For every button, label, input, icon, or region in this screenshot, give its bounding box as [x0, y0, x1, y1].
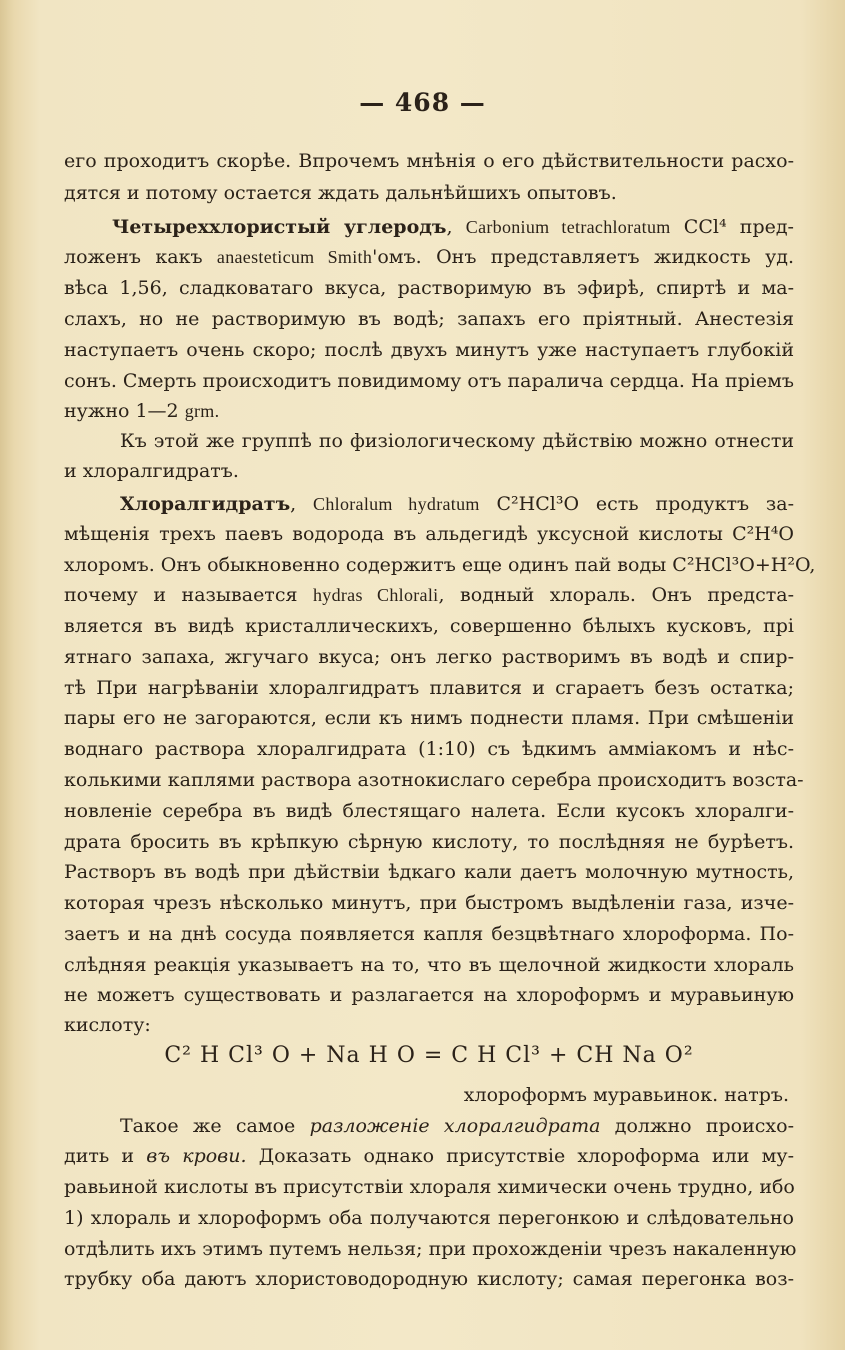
text-line	[64, 798, 794, 824]
chemical-equation	[64, 1043, 794, 1069]
text-line	[64, 1012, 794, 1038]
text-run: трубку оба даютъ хлористоводородную кислоту; самая перегонка воз-	[64, 1268, 794, 1290]
text-line	[64, 428, 794, 454]
text-run: Доказать однако присутствіе хлороформа или му-	[246, 1145, 794, 1167]
text-run: Растворъ въ водѣ при дѣйствіи ѣдкаго кали даетъ молочную мутность,	[64, 861, 794, 883]
term-heading: Хлоралгидратъ	[120, 493, 291, 515]
text-run: нужно 1—2	[64, 400, 185, 422]
latin-term: anaesteticum Smith	[216, 247, 373, 267]
latin-term: grm.	[184, 401, 220, 421]
text-run: дятся и потому остается ждать дальнѣйшихъ опытовъ.	[64, 182, 617, 204]
text-run: кислоту:	[64, 1014, 151, 1036]
text-line	[64, 180, 794, 206]
text-run: пары его не загораются, если къ нимъ поднести пламя. При смѣшеніи	[64, 707, 794, 729]
text-line	[64, 398, 794, 424]
text-run: , водный хлораль. Онъ предста-	[438, 584, 794, 606]
text-run: тѣ При нагрѣваніи хлоралгидратъ плавится и сгараетъ безъ остатка;	[64, 677, 794, 699]
text-line	[64, 244, 794, 270]
text-run: сонъ. Смерть происходитъ повидимому отъ паралича сердца. На пріемъ	[64, 370, 794, 392]
text-line	[64, 1205, 794, 1231]
text-run: воднаго раствора хлоралгидрата (1:10) съ ѣдкимъ амміакомъ и нѣс-	[64, 738, 794, 760]
text-line	[64, 890, 794, 916]
text-line	[64, 491, 794, 517]
text-line	[64, 1113, 794, 1139]
latin-term: Chloralum hydratum	[313, 494, 480, 514]
text-line	[64, 1236, 797, 1262]
text-run: новленіе серебра въ видѣ блестящаго налета. Если кусокъ хлоралги-	[64, 800, 794, 822]
text-run: наступаетъ очень скоро; послѣ двухъ минутъ уже наступаетъ глубокій	[64, 339, 794, 361]
text-line	[64, 829, 794, 855]
text-line	[64, 1174, 794, 1200]
text-run: почему и называется	[64, 584, 313, 606]
text-line	[64, 859, 794, 885]
text-run: равьиной кислоты въ присутствіи хлораля химически очень трудно, ибо	[64, 1176, 795, 1198]
text-line	[64, 705, 794, 731]
text-run: хлоромъ. Онъ обыкновенно содержитъ еще одинъ пай воды C²HCl³O+H²O,	[64, 554, 816, 576]
text-run: не можетъ существовать и разлагается на хлороформъ и муравьиную	[64, 984, 794, 1006]
italic-phrase: разложеніе хлоралгидрата	[309, 1115, 601, 1137]
text-run: C²HCl³O есть продуктъ за-	[479, 493, 794, 515]
text-line	[64, 952, 794, 978]
text-run: 1) хлораль и хлороформъ оба получаются перегонкою и слѣдовательно	[64, 1207, 794, 1229]
text-line	[64, 1266, 794, 1292]
text-line	[64, 214, 794, 240]
text-line	[64, 552, 816, 578]
text-run: Такое же самое	[120, 1115, 310, 1137]
text-run: ятнаго запаха, жгучаго вкуса; онъ легко растворимъ въ водѣ и спир-	[64, 646, 794, 668]
text-run: Къ этой же группѣ по физіологическому дѣйствію можно отнести	[120, 430, 794, 452]
text-line	[64, 521, 794, 547]
formula-text: C² H Cl³ O + Na H O = C H Cl³ + CH Na O²	[164, 1043, 694, 1068]
text-line	[64, 982, 794, 1008]
text-run: драта бросить въ крѣпкую сѣрную кислоту, то послѣдняя не бурѣетъ.	[64, 831, 794, 853]
page-number: — 468 —	[359, 88, 486, 117]
latin-term: Carbonium tetrachloratum	[465, 217, 671, 237]
text-line	[64, 275, 794, 301]
text-line	[64, 458, 794, 484]
text-run: дить и	[64, 1145, 147, 1167]
text-line	[64, 921, 794, 947]
text-line	[64, 613, 794, 639]
equation-caption	[64, 1082, 789, 1108]
text-line	[64, 337, 794, 363]
text-run: CCl⁴ пред-	[670, 216, 794, 238]
text-run: мѣщенія трехъ паевъ водорода въ альдегидѣ уксусной кислоты C²H⁴O	[64, 523, 794, 545]
text-line	[64, 675, 794, 701]
text-line	[64, 736, 794, 762]
text-run: вляется въ видѣ кристаллическихъ, совершенно бѣлыхъ кусковъ, прі	[64, 615, 794, 637]
text-run: ложенъ какъ	[64, 246, 217, 268]
text-run: слѣдняя реакція указываетъ на то, что въ щелочной жидкости хлораль	[64, 954, 794, 976]
text-run: хлороформъ муравьинок. натръ.	[463, 1084, 789, 1106]
italic-phrase: въ крови.	[146, 1145, 247, 1167]
text-run: слахъ, но не растворимую въ водѣ; запахъ его пріятный. Анестезія	[64, 308, 794, 330]
text-run: колькими каплями раствора азотнокислаго серебра происходитъ возста-	[64, 769, 804, 791]
text-run: и хлоралгидратъ.	[64, 460, 239, 482]
text-line	[64, 1143, 794, 1169]
text-line	[64, 582, 794, 608]
text-run: вѣса 1,56, сладковатаго вкуса, растворимую въ эфирѣ, спиртѣ и ма-	[64, 277, 794, 299]
text-line	[64, 368, 794, 394]
text-run: заетъ и на днѣ сосуда появляется капля безцвѣтнаго хлороформа. По-	[64, 923, 794, 945]
text-line	[64, 644, 794, 670]
text-run: 'омъ. Онъ представляетъ жидкость уд.	[372, 246, 794, 268]
text-run: ,	[446, 216, 466, 238]
text-line	[64, 148, 794, 174]
term-heading: Четыреххлористый углеродъ	[112, 216, 447, 238]
text-line	[64, 767, 804, 793]
text-run: отдѣлить ихъ этимъ путемъ нельзя; при прохожденіи чрезъ накаленную	[64, 1238, 797, 1260]
text-run: ,	[290, 493, 314, 515]
text-line	[64, 306, 794, 332]
latin-term: hydras Chlorali	[312, 585, 439, 605]
text-run: которая чрезъ нѣсколько минутъ, при быстромъ выдѣленіи газа, изче-	[64, 892, 794, 914]
text-run: должно происхо-	[600, 1115, 795, 1137]
text-run: его проходитъ скорѣе. Впрочемъ мнѣнія о его дѣйствительности расхо-	[64, 150, 794, 172]
